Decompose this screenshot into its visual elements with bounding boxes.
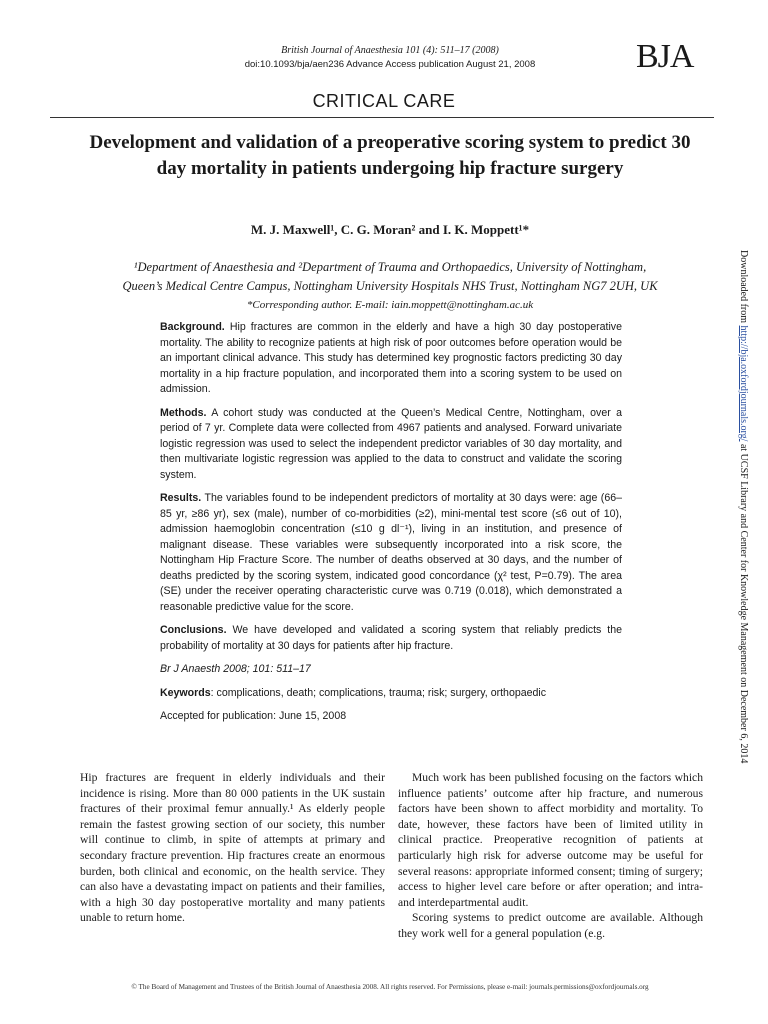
body-paragraph: Scoring systems to predict outcome are available. Although they work well for a general population (e.g. bbox=[398, 911, 703, 940]
download-prefix: Downloaded from bbox=[738, 250, 749, 326]
accepted-date: Accepted for publication: June 15, 2008 bbox=[160, 710, 347, 722]
methods-label: Methods. bbox=[160, 406, 207, 419]
author-list: M. J. Maxwell¹, C. G. Moran² and I. K. Moppett¹* bbox=[250, 222, 530, 237]
doi-line: doi:10.1093/bja/aen236 Advance Access publication August 21, 2008 bbox=[244, 59, 536, 70]
results-text: The variables found to be independent predictors of mortality at 30 days were: age (66–85 yr, ≥86 yr), sex (male), number of co-morbidities (≥2), mini-mental test score (≤6 out of 10), admission haemoglobin concentration (≤10 g dl⁻¹), living in an institution, and presence of malignant disease. These variables were subsequently incorporated into a risk score, the Nottingham Hip Fracture Score. The number of deaths observed at 30 days, and the number of deaths predicted by the scoring system, indicated good concordance (χ² test, P=0.79). The area (SE) under the receiver operating characteristic curve was 0.719 (0.018), which demonstrated a reasonable predictive value for the score. bbox=[160, 492, 622, 613]
journal-header bbox=[200, 44, 580, 72]
download-suffix: at UCSF Library and Center for Knowledge Management on December 6, 2014 bbox=[738, 441, 749, 764]
methods-text: A cohort study was conducted at the Queen’s Medical Centre, Nottingham, over a period of 7 yr. Complete data were collected from 4967 patients and analysed. Forward univariate logistic regression was used to select the independent predictor variables of 30 day mortality, and then multivariate logistic regression was applied to the data to construct and validate the scoring system. bbox=[160, 406, 623, 481]
corresponding-author: *Corresponding author. E-mail: iain.moppett@nottingham.ac.uk bbox=[246, 299, 534, 311]
paper-title: Development and validation of a preoperative scoring system to predict 30 day mortality in patients undergoing hip fracture surgery bbox=[89, 132, 691, 179]
body-paragraph: Hip fractures are frequent in elderly individuals and their incidence is rising. More than 80 000 patients in the UK sustain fractures of their proximal femur annually.¹ As elderly people remain the fastest growing section of our society, this number will continue to climb, in spite of attempts at primary and secondary fracture prevention. Hip fractures create an enormous burden, both clinical and economic, on the health service. They can also have a devastating impact on patients and their families, with a high 30 day postoperative mortality and many patients unable to return home. bbox=[80, 771, 385, 925]
background-text: Hip fractures are common in the elderly and have a high 30 day postoperative mortality. The ability to recognize patients at high risk of poor outcomes before operation would be an important clinical advance. This study has determined key prognostic factors predicting 30 day mortality in a hip fracture population, and incorporated them into a scoring system to be used on admission. bbox=[160, 321, 622, 395]
results-label: Results. bbox=[160, 492, 202, 504]
body-column-right bbox=[398, 770, 703, 942]
affiliation-line-1: ¹Department of Anaesthesia and ²Department of Trauma and Orthopaedics, University of Nottingham, bbox=[133, 260, 647, 274]
abstract-results bbox=[160, 491, 622, 615]
abstract-citation: Br J Anaesth 2008; 101: 511–17 bbox=[160, 663, 311, 675]
background-label: Background. bbox=[160, 321, 225, 333]
body-paragraph: Much work has been published focusing on the factors which influence patients’ outcome after hip fracture, and numerous factors have been shown to affect morbidity and mortality. To date, however, these factors have been of limited utility in clinical practice. Preoperative recognition of patients at particularly high risk for adverse outcome may be useful for several reasons: appropriate informed consent; timing of surgery; access to higher level care before or after operation; and intra- and interdepartmental audit. bbox=[398, 771, 703, 909]
bja-logo: BJA bbox=[636, 38, 694, 75]
download-notice bbox=[738, 250, 749, 763]
journal-link[interactable]: http://bja.oxfordjournals.org/ bbox=[738, 325, 749, 442]
keywords-label: Keywords bbox=[160, 686, 211, 699]
body-column-left bbox=[80, 770, 385, 926]
download-sidebar bbox=[738, 250, 756, 830]
affiliation-line-2: Queen’s Medical Centre Campus, Nottingham University Hospitals NHS Trust, Nottingham NG7 2UH, UK bbox=[122, 279, 658, 293]
section-heading: CRITICAL CARE bbox=[312, 91, 456, 111]
abstract-keywords bbox=[160, 686, 622, 702]
abstract-methods bbox=[160, 406, 622, 484]
journal-citation-line: British Journal of Anaesthesia 101 (4): 511–17 (2008) bbox=[281, 45, 499, 56]
conclusions-text: We have developed and validated a scoring system that reliably predicts the probability of mortality at 30 days for patients after hip fracture. bbox=[160, 624, 622, 652]
section-divider bbox=[50, 117, 714, 118]
conclusions-label: Conclusions. bbox=[160, 624, 227, 636]
abstract-conclusions bbox=[160, 623, 622, 654]
copyright-footer: © The Board of Management and Trustees of the British Journal of Anaesthesia 2008. All rights reserved. For Permissions, please e-mail: journals.permissions@oxfordjournals.org bbox=[131, 983, 649, 991]
affiliations bbox=[60, 258, 720, 315]
abstract bbox=[160, 320, 622, 733]
keywords-text: : complications, death; complications, trauma; risk; surgery, orthopaedic bbox=[210, 686, 547, 699]
abstract-background bbox=[160, 320, 622, 398]
